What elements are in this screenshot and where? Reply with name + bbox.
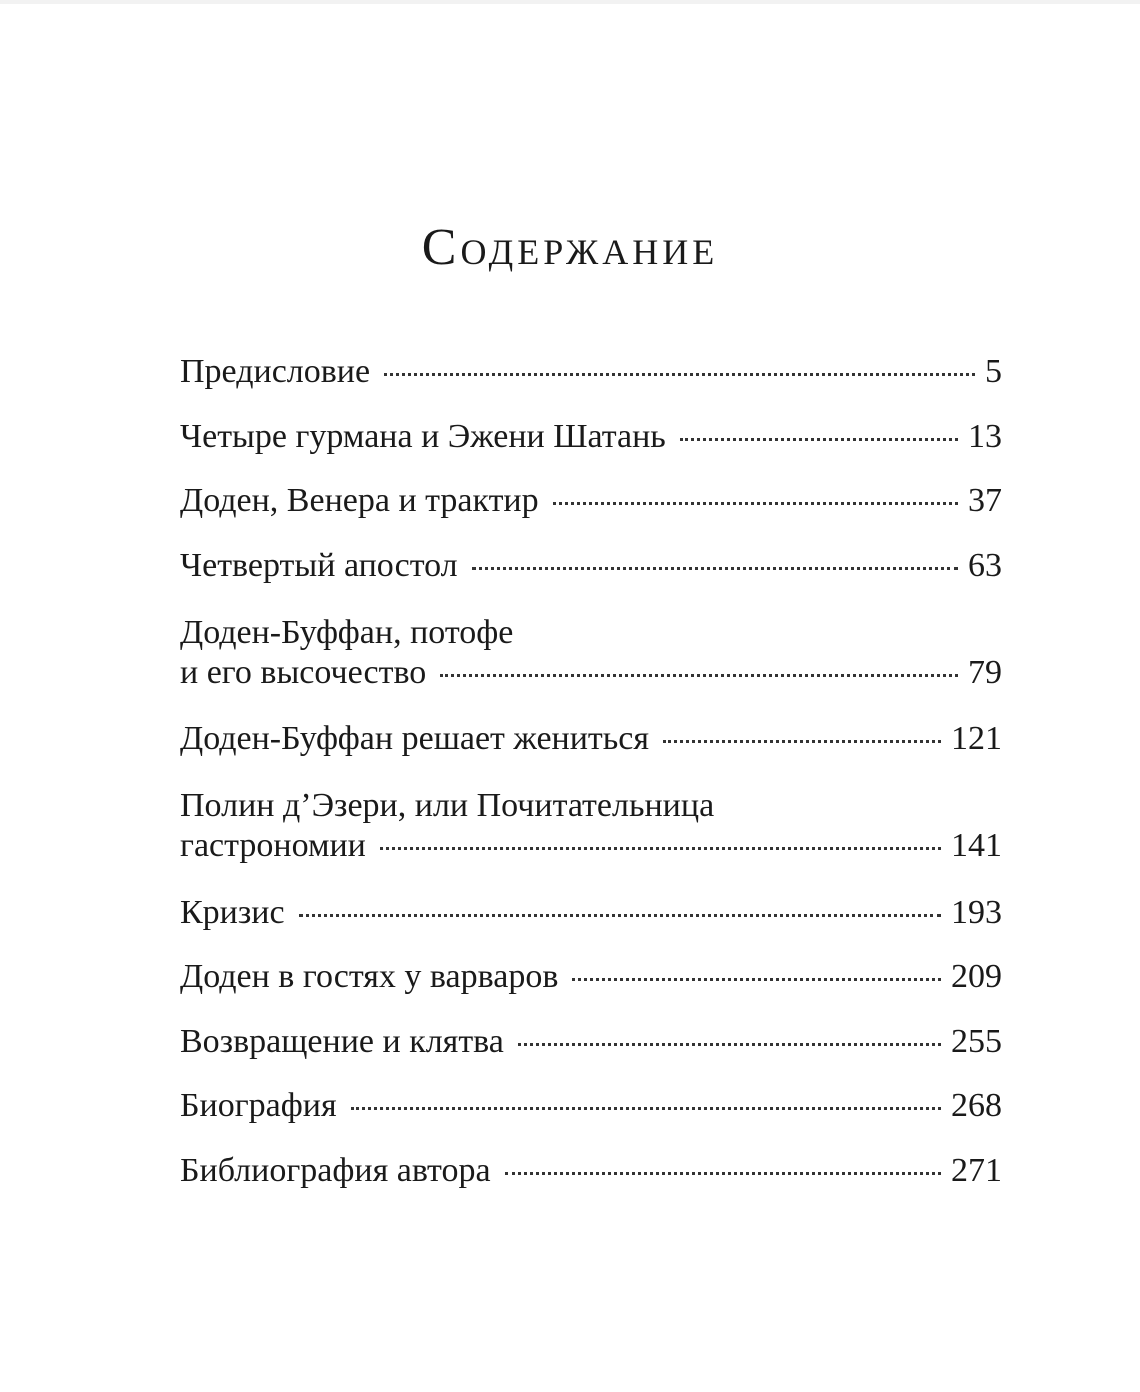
dot-leader — [518, 1043, 941, 1046]
toc-entry[interactable] — [180, 534, 1002, 599]
toc-page-number: 79 — [968, 653, 1002, 691]
toc-entry-title: Доден-Буффан, потофе — [180, 613, 514, 651]
toc-entry-title: Библиография автора — [180, 1151, 491, 1189]
toc-entry[interactable] — [180, 1010, 1002, 1075]
toc-entry[interactable] — [180, 881, 1002, 946]
toc-entry-title: Биография — [180, 1087, 337, 1125]
toc-entry[interactable] — [180, 1074, 1002, 1139]
dot-leader — [572, 978, 941, 981]
toc-page-number: 141 — [951, 827, 1002, 864]
dot-leader — [299, 914, 941, 917]
toc-entry[interactable] — [180, 405, 1002, 470]
toc-entry[interactable] — [180, 707, 1002, 772]
toc-page-number: 121 — [951, 720, 1002, 758]
toc-entry-title: Четвертый апостол — [180, 546, 458, 584]
dot-leader — [440, 674, 958, 677]
toc-page-number: 271 — [951, 1151, 1002, 1189]
toc-entry-title-continuation: и его высочество — [180, 653, 427, 691]
toc-page-number: 268 — [951, 1087, 1002, 1125]
toc-entry-title: Кризис — [180, 893, 285, 931]
page-top-edge — [0, 0, 1140, 4]
toc-page-number: 209 — [951, 958, 1002, 996]
toc-entry-title: Доден-Буффан решает жениться — [180, 720, 650, 758]
toc-entry[interactable] — [180, 469, 1002, 534]
toc-entry-title: Возвращение и клятва — [180, 1022, 504, 1060]
toc-entry[interactable] — [180, 340, 1002, 405]
toc-entry-title-continuation: гастрономии — [180, 827, 366, 864]
dot-leader — [680, 438, 958, 441]
toc-entry[interactable] — [180, 772, 1002, 881]
toc-entry[interactable] — [180, 598, 1002, 707]
toc-entry[interactable] — [180, 1139, 1002, 1204]
toc-entry-title: Доден в гостях у варваров — [180, 958, 559, 996]
dot-leader — [380, 847, 941, 850]
toc-entry-title: Предисловие — [180, 353, 371, 391]
dot-leader — [553, 502, 958, 505]
toc-entry-title: Доден, Венера и трактир — [180, 482, 539, 520]
toc-entry-title: Четыре гурмана и Эжени Шатань — [180, 417, 666, 455]
toc-entry-title: Полин д’Эзери, или Почитательница — [180, 787, 715, 824]
toc-entry[interactable] — [180, 945, 1002, 1010]
table-of-contents — [180, 340, 1002, 1203]
toc-page-number: 5 — [985, 353, 1002, 391]
toc-page-number: 193 — [951, 893, 1002, 931]
toc-page-number: 13 — [968, 417, 1002, 455]
dot-leader — [472, 567, 958, 570]
dot-leader — [384, 373, 975, 376]
toc-page-number: 63 — [968, 546, 1002, 584]
dot-leader — [663, 740, 941, 743]
dot-leader — [505, 1172, 941, 1175]
dot-leader — [351, 1107, 941, 1110]
toc-page-number: 255 — [951, 1022, 1002, 1060]
toc-page-number: 37 — [968, 482, 1002, 520]
page-title: Содержание — [421, 219, 719, 276]
